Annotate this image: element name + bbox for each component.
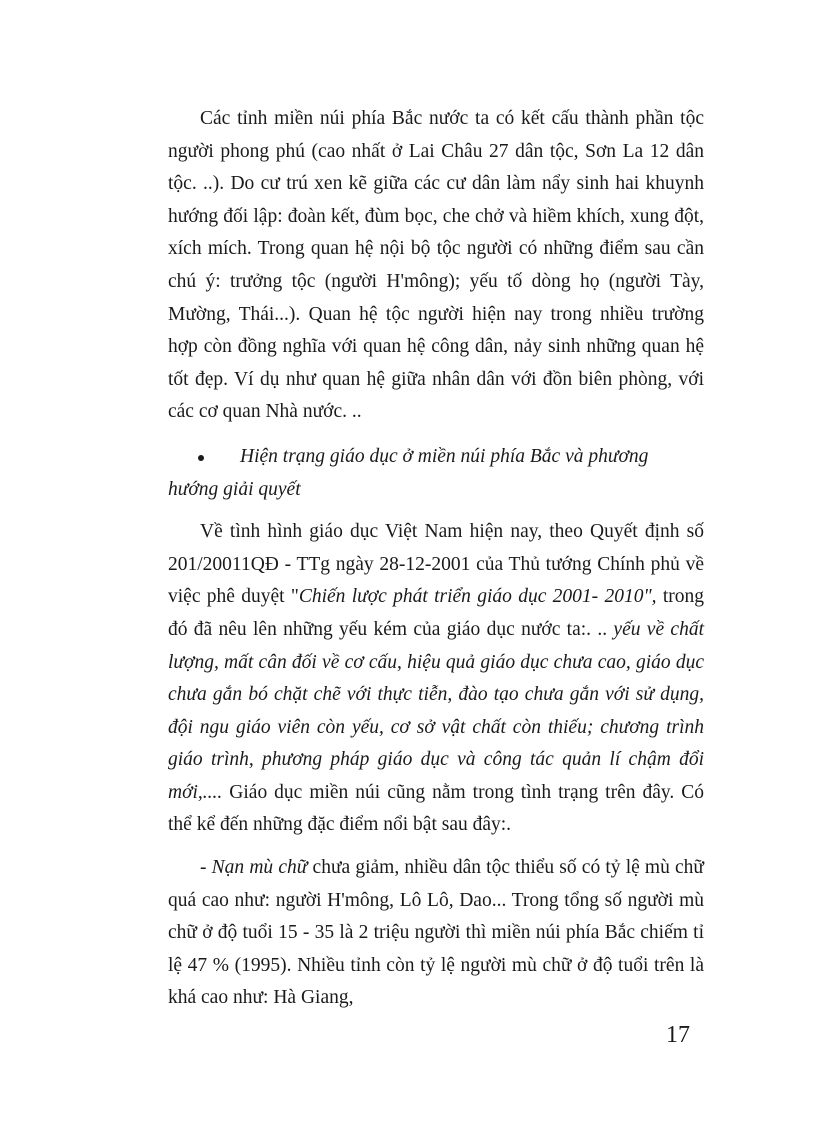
bullet-heading-text <box>200 441 704 474</box>
page-body <box>168 103 704 1015</box>
bullet-heading-line1: Hiện trạng giáo dục ở miền núi phía Bắc và phương <box>240 445 649 467</box>
paragraph2-part3: Giáo dục miền núi cũng nằm trong tình trạng trên đây. Có thể kể đến những đặc điểm nổi bật sau đây:. <box>168 781 704 836</box>
paragraph2-part2: trong đó đã nêu lên những yếu kém của giáo dục nước ta:. .. <box>168 586 704 640</box>
bullet-heading-continuation: hướng giải quyết <box>168 478 301 500</box>
paragraph2-part1: Về tình hình giáo dục Việt Nam hiện nay, theo Quyết định số 201/20011QĐ - TTg ngày 28-12-2001 của Thủ tướng Chính phủ về việc phê duyệt " <box>168 521 704 608</box>
paragraph2-weakness-quote: yếu về chất lượng, mất cân đối về cơ cấu, hiệu quả giáo dục chưa cao, giáo dục chưa gắn bó chặt chẽ với thực tiễn, đào tạo chưa gắn với sử dụng, đội ngu giáo viên còn yếu, cơ sở vật chất còn thiếu; chương trình giáo trình, phương pháp giáo dục và công tác quản lí chậm đổi mới,.... <box>168 618 704 803</box>
paragraph-ethnic-composition: Các tỉnh miền núi phía Bắc nước ta có kết cấu thành phần tộc người phong phú (cao nhất ở Lai Châu 27 dân tộc, Sơn La 12 dân tộc. ..). Do cư trú xen kẽ giữa các cư dân làm nẩy sinh hai khuynh hướng đối lập: đoàn kết, đùm bọc, che chở và hiềm khích, xung đột, xích mích. Trong quan hệ nội bộ tộc người có những điểm sau cần chú ý: trưởng tộc (người H'mông); yếu tố dòng họ (người Tày, Mường, Thái...). Quan hệ tộc người hiện nay trong nhiều trường hợp còn đồng nghĩa với quan hệ công dân, nảy sinh những quan hệ tốt đẹp. Ví dụ như quan hệ giữa nhân dân với đồn biên phòng, với các cơ quan Nhà nước. .. <box>168 108 704 423</box>
paragraph-education-status <box>168 516 704 842</box>
paragraph2-strategy-title: Chiến lược phát triển giáo dục 2001- 2010", <box>298 586 657 608</box>
bullet-heading <box>168 441 704 474</box>
paragraph3-prefix: - <box>200 857 212 879</box>
page-number: 17 <box>666 1022 690 1048</box>
paragraph-illiteracy <box>168 852 704 1015</box>
bullet-dot-icon <box>198 455 204 461</box>
paragraph3-rest: chưa giảm, nhiều dân tộc thiểu số có tỷ lệ mù chữ quá cao như: người H'mông, Lô Lô, Dao... Trong tổng số người mù chữ ở độ tuổi 15 - 35 là 2 triệu người thì miền núi phía Bắc chiếm tỉ lệ 47 % (1995). Nhiều tỉnh còn tỷ lệ người mù chữ ở độ tuổi trên là khá cao như: Hà Giang, <box>168 857 704 1009</box>
paragraph3-term: Nạn mù chữ <box>211 857 308 879</box>
